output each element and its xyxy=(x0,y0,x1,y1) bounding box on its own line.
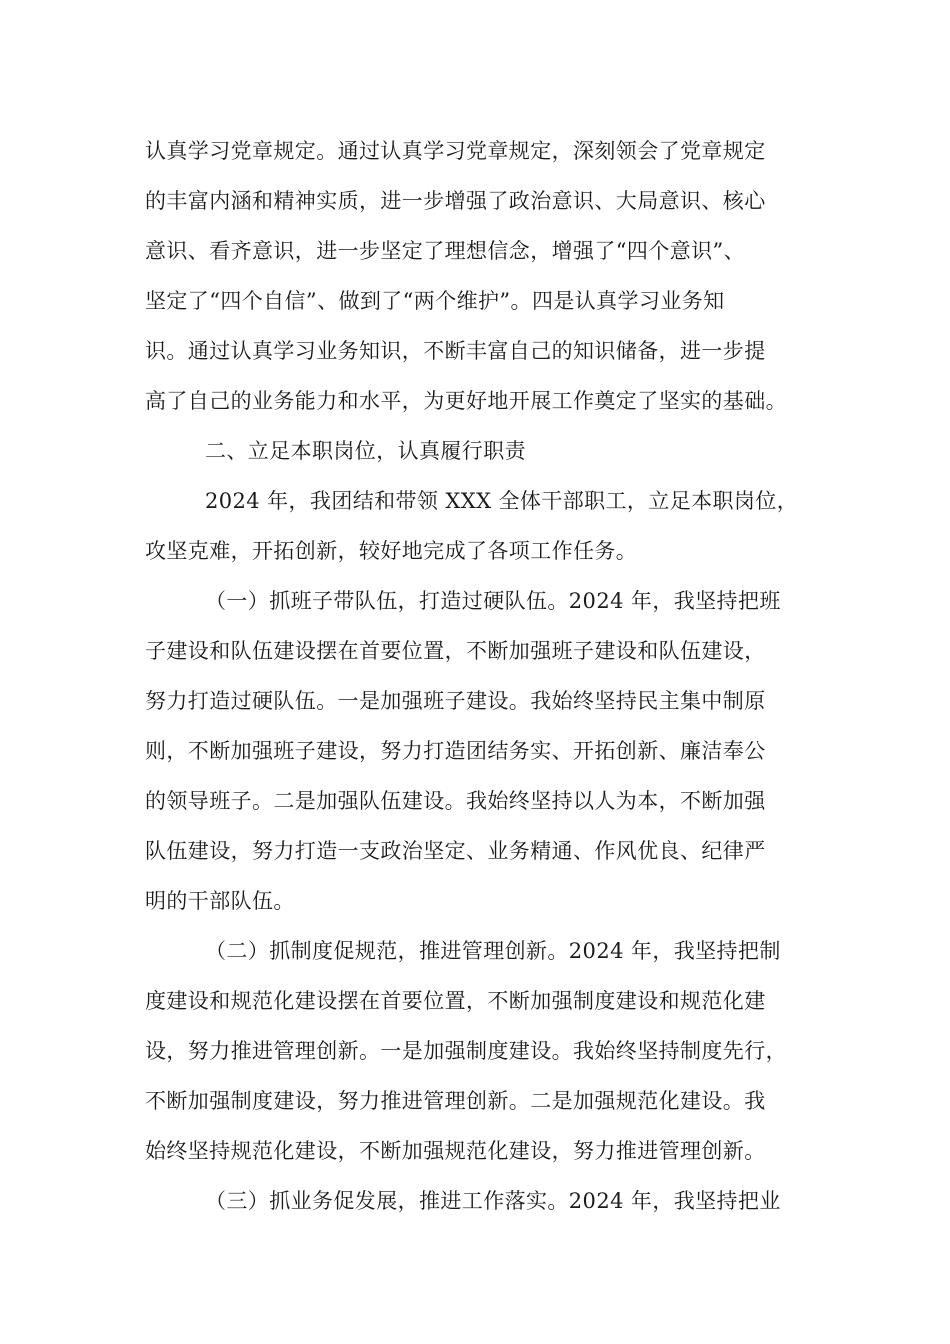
subsection-heading-line: （三）抓业务促发展，推进工作落实。2024 年，我坚持把业 xyxy=(205,1189,781,1213)
body-text-line: 意识、看齐意识，进一步坚定了理想信念，增强了“四个意识”、 xyxy=(145,239,746,263)
body-text-line: 的领导班子。二是加强队伍建设。我始终坚持以人为本，不断加强 xyxy=(145,789,766,813)
body-text-line: 度建设和规范化建设摆在首要位置，不断加强制度建设和规范化建 xyxy=(145,989,766,1013)
body-text-line: 不断加强制度建设，努力推进管理创新。二是加强规范化建设。我 xyxy=(145,1089,766,1113)
body-text-line: 高了自己的业务能力和水平，为更好地开展工作奠定了坚实的基础。 xyxy=(145,389,787,413)
body-text-line: 2024 年，我团结和带领 XXX 全体干部职工，立足本职岗位， xyxy=(205,489,799,513)
body-text-line: 设，努力推进管理创新。一是加强制度建设。我始终坚持制度先行， xyxy=(145,1039,787,1063)
body-text-line: 认真学习党章规定。通过认真学习党章规定，深刻领会了党章规定 xyxy=(145,139,766,163)
body-text-line: 努力打造过硬队伍。一是加强班子建设。我始终坚持民主集中制原 xyxy=(145,689,766,713)
body-text-line: 队伍建设，努力打造一支政治坚定、业务精通、作风优良、纪律严 xyxy=(145,839,766,863)
body-text-line: 子建设和队伍建设摆在首要位置，不断加强班子建设和队伍建设， xyxy=(145,639,766,663)
subsection-heading-line: （二）抓制度促规范，推进管理创新。2024 年，我坚持把制 xyxy=(205,939,781,963)
body-text-line: 则，不断加强班子建设，努力打造团结务实、开拓创新、廉洁奉公 xyxy=(145,739,766,763)
body-text-line: 始终坚持规范化建设，不断加强规范化建设，努力推进管理创新。 xyxy=(145,1139,766,1163)
body-text-line: 坚定了“四个自信”、做到了“两个维护”。四是认真学习业务知 xyxy=(145,289,725,313)
section-heading: 二、立足本职岗位，认真履行职责 xyxy=(205,439,526,463)
body-text-line: 明的干部队伍。 xyxy=(145,889,295,913)
body-text-line: 识。通过认真学习业务知识，不断丰富自己的知识储备，进一步提 xyxy=(145,339,766,363)
subsection-heading-line: （一）抓班子带队伍，打造过硬队伍。2024 年，我坚持把班 xyxy=(205,589,781,613)
body-text-line: 攻坚克难，开拓创新，较好地完成了各项工作任务。 xyxy=(145,539,638,563)
body-text-line: 的丰富内涵和精神实质，进一步增强了政治意识、大局意识、核心 xyxy=(145,189,766,213)
